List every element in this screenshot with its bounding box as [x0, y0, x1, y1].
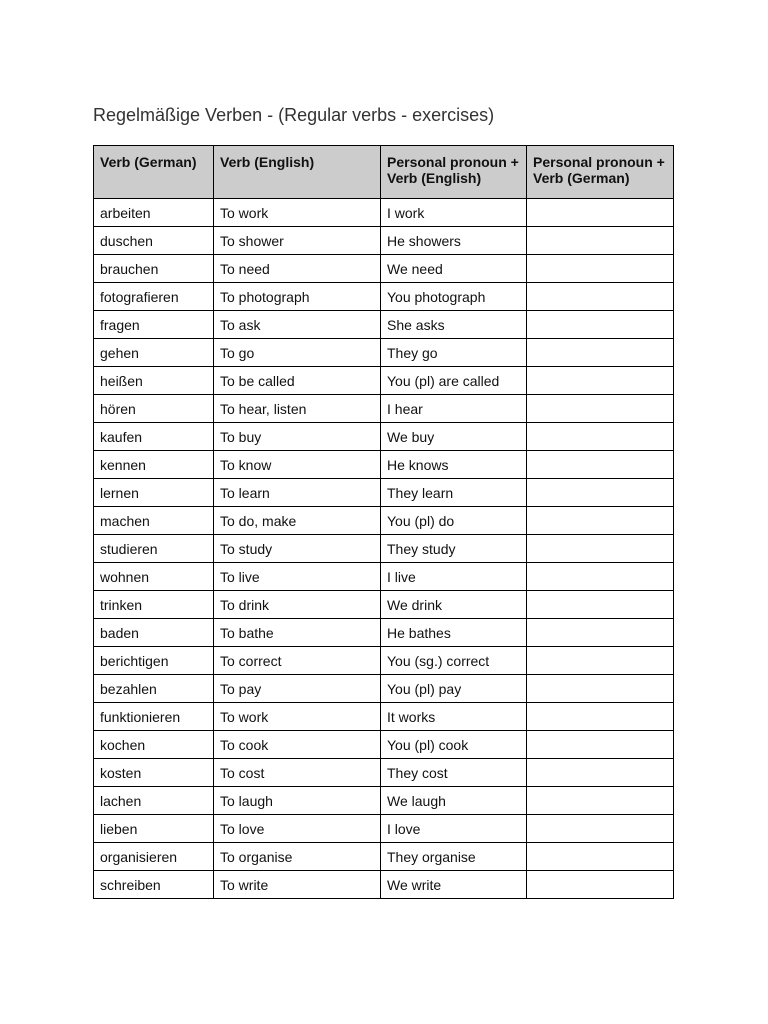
table-row	[94, 731, 674, 759]
cell-pronoun-verb-english: You (pl) are called	[381, 367, 527, 395]
table-row	[94, 591, 674, 619]
cell-verb-german: arbeiten	[94, 199, 214, 227]
cell-verb-german: machen	[94, 507, 214, 535]
table-row	[94, 423, 674, 451]
table-row	[94, 339, 674, 367]
cell-verb-german: lachen	[94, 787, 214, 815]
cell-pronoun-verb-german[interactable]	[527, 423, 674, 451]
header-verb-english: Verb (English)	[214, 146, 381, 199]
cell-pronoun-verb-german[interactable]	[527, 619, 674, 647]
cell-pronoun-verb-english: They learn	[381, 479, 527, 507]
cell-verb-english: To pay	[214, 675, 381, 703]
cell-pronoun-verb-german[interactable]	[527, 395, 674, 423]
table-body	[94, 199, 674, 899]
cell-verb-german: schreiben	[94, 871, 214, 899]
cell-pronoun-verb-english: I live	[381, 563, 527, 591]
cell-verb-english: To cook	[214, 731, 381, 759]
cell-pronoun-verb-german[interactable]	[527, 703, 674, 731]
cell-pronoun-verb-german[interactable]	[527, 227, 674, 255]
cell-verb-german: heißen	[94, 367, 214, 395]
cell-pronoun-verb-german[interactable]	[527, 451, 674, 479]
cell-verb-english: To photograph	[214, 283, 381, 311]
cell-pronoun-verb-german[interactable]	[527, 507, 674, 535]
table-row	[94, 675, 674, 703]
cell-pronoun-verb-german[interactable]	[527, 339, 674, 367]
header-pronoun-verb-german: Personal pronoun + Verb (German)	[527, 146, 674, 199]
cell-verb-german: fragen	[94, 311, 214, 339]
cell-verb-german: kosten	[94, 759, 214, 787]
cell-verb-german: studieren	[94, 535, 214, 563]
table-row	[94, 283, 674, 311]
header-pronoun-verb-english: Personal pronoun + Verb (English)	[381, 146, 527, 199]
table-row	[94, 227, 674, 255]
cell-verb-english: To know	[214, 451, 381, 479]
cell-pronoun-verb-english: We laugh	[381, 787, 527, 815]
cell-pronoun-verb-english: It works	[381, 703, 527, 731]
cell-verb-german: lernen	[94, 479, 214, 507]
cell-pronoun-verb-english: They study	[381, 535, 527, 563]
cell-pronoun-verb-english: We write	[381, 871, 527, 899]
verb-table	[93, 145, 674, 899]
cell-pronoun-verb-german[interactable]	[527, 815, 674, 843]
cell-pronoun-verb-english: We buy	[381, 423, 527, 451]
cell-verb-english: To love	[214, 815, 381, 843]
cell-verb-english: To buy	[214, 423, 381, 451]
cell-pronoun-verb-german[interactable]	[527, 255, 674, 283]
cell-verb-english: To go	[214, 339, 381, 367]
cell-verb-english: To do, make	[214, 507, 381, 535]
cell-verb-german: hören	[94, 395, 214, 423]
cell-pronoun-verb-english: You (sg.) correct	[381, 647, 527, 675]
cell-verb-german: wohnen	[94, 563, 214, 591]
table-row	[94, 843, 674, 871]
cell-verb-english: To drink	[214, 591, 381, 619]
cell-pronoun-verb-german[interactable]	[527, 535, 674, 563]
cell-pronoun-verb-english: He bathes	[381, 619, 527, 647]
cell-pronoun-verb-english: You (pl) do	[381, 507, 527, 535]
cell-verb-german: organisieren	[94, 843, 214, 871]
table-row	[94, 815, 674, 843]
cell-verb-german: bezahlen	[94, 675, 214, 703]
table-row	[94, 255, 674, 283]
table-row	[94, 871, 674, 899]
table-row	[94, 395, 674, 423]
cell-verb-german: berichtigen	[94, 647, 214, 675]
cell-verb-german: duschen	[94, 227, 214, 255]
cell-verb-english: To laugh	[214, 787, 381, 815]
table-row	[94, 311, 674, 339]
cell-verb-german: lieben	[94, 815, 214, 843]
cell-verb-german: funktionieren	[94, 703, 214, 731]
cell-verb-german: trinken	[94, 591, 214, 619]
cell-pronoun-verb-german[interactable]	[527, 563, 674, 591]
cell-verb-english: To correct	[214, 647, 381, 675]
cell-pronoun-verb-english: They organise	[381, 843, 527, 871]
cell-pronoun-verb-english: She asks	[381, 311, 527, 339]
cell-verb-english: To learn	[214, 479, 381, 507]
table-row	[94, 367, 674, 395]
table-row	[94, 199, 674, 227]
cell-pronoun-verb-english: We drink	[381, 591, 527, 619]
cell-pronoun-verb-german[interactable]	[527, 675, 674, 703]
table-row	[94, 703, 674, 731]
cell-verb-english: To work	[214, 199, 381, 227]
table-row	[94, 787, 674, 815]
cell-pronoun-verb-german[interactable]	[527, 647, 674, 675]
cell-pronoun-verb-german[interactable]	[527, 311, 674, 339]
cell-verb-english: To bathe	[214, 619, 381, 647]
cell-pronoun-verb-english: I hear	[381, 395, 527, 423]
table-row	[94, 507, 674, 535]
cell-pronoun-verb-english: You (pl) pay	[381, 675, 527, 703]
cell-pronoun-verb-german[interactable]	[527, 367, 674, 395]
table-header	[94, 146, 674, 199]
cell-verb-english: To shower	[214, 227, 381, 255]
cell-pronoun-verb-english: You (pl) cook	[381, 731, 527, 759]
header-row	[94, 146, 674, 199]
cell-pronoun-verb-german[interactable]	[527, 787, 674, 815]
table-row	[94, 451, 674, 479]
cell-pronoun-verb-german[interactable]	[527, 759, 674, 787]
cell-pronoun-verb-english: He knows	[381, 451, 527, 479]
cell-verb-english: To study	[214, 535, 381, 563]
cell-verb-english: To hear, listen	[214, 395, 381, 423]
cell-pronoun-verb-english: You photograph	[381, 283, 527, 311]
table-row	[94, 563, 674, 591]
cell-pronoun-verb-english: He showers	[381, 227, 527, 255]
cell-pronoun-verb-german[interactable]	[527, 479, 674, 507]
cell-verb-german: kennen	[94, 451, 214, 479]
cell-verb-english: To organise	[214, 843, 381, 871]
cell-verb-german: kochen	[94, 731, 214, 759]
header-verb-german: Verb (German)	[94, 146, 214, 199]
table-row	[94, 759, 674, 787]
cell-pronoun-verb-english: They cost	[381, 759, 527, 787]
cell-pronoun-verb-german[interactable]	[527, 731, 674, 759]
cell-pronoun-verb-english: We need	[381, 255, 527, 283]
cell-verb-english: To work	[214, 703, 381, 731]
cell-pronoun-verb-german[interactable]	[527, 843, 674, 871]
table-row	[94, 535, 674, 563]
cell-verb-german: baden	[94, 619, 214, 647]
cell-verb-german: kaufen	[94, 423, 214, 451]
cell-verb-german: brauchen	[94, 255, 214, 283]
cell-verb-german: gehen	[94, 339, 214, 367]
cell-pronoun-verb-english: I love	[381, 815, 527, 843]
cell-pronoun-verb-english: I work	[381, 199, 527, 227]
cell-verb-english: To ask	[214, 311, 381, 339]
cell-verb-english: To write	[214, 871, 381, 899]
page-title: Regelmäßige Verben - (Regular verbs - exercises)	[93, 105, 495, 125]
table-row	[94, 479, 674, 507]
cell-pronoun-verb-english: They go	[381, 339, 527, 367]
table-row	[94, 647, 674, 675]
cell-verb-english: To be called	[214, 367, 381, 395]
cell-verb-english: To cost	[214, 759, 381, 787]
cell-verb-english: To need	[214, 255, 381, 283]
cell-pronoun-verb-german[interactable]	[527, 871, 674, 899]
cell-verb-english: To live	[214, 563, 381, 591]
table-row	[94, 619, 674, 647]
cell-verb-german: fotografieren	[94, 283, 214, 311]
cell-pronoun-verb-german[interactable]	[527, 591, 674, 619]
cell-pronoun-verb-german[interactable]	[527, 283, 674, 311]
cell-pronoun-verb-german[interactable]	[527, 199, 674, 227]
